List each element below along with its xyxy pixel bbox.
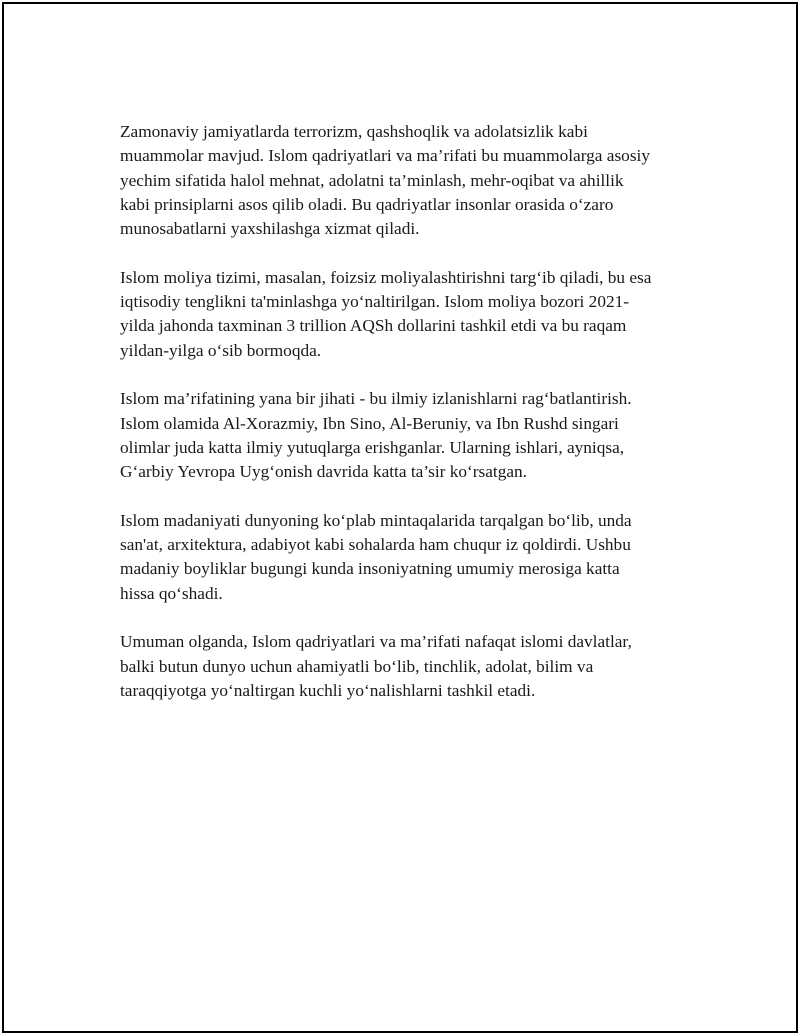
document-page	[2, 2, 798, 1033]
document-body	[120, 120, 695, 727]
paragraph-1: Zamonaviy jamiyatlarda terrorizm, qashshoqlik va adolatsizlik kabi muammolar mavjud. Islom qadriyatlari va ma’rifati bu muammolarga asosiy yechim sifatida halol mehnat, adolatni ta’minlash, mehr-oqibat va ahillik kabi prinsiplarni asos qilib oladi. Bu qadriyatlar insonlar orasida o‘zaro munosabatlarni yaxshilashga xizmat qiladi.	[120, 122, 650, 239]
paragraph-5: Umuman olganda, Islom qadriyatlari va ma’rifati nafaqat islomi davlatlar, balki butun dunyo uchun ahamiyatli bo‘lib, tinchlik, adolat, bilim va taraqqiyotga yo‘naltirgan kuchli yo‘nalishlarni tashkil etadi.	[120, 632, 632, 700]
paragraph-2: Islom moliya tizimi, masalan, foizsiz moliyalashtirishni targ‘ib qiladi, bu esa iqtisodiy tenglikni ta'minlashga yo‘naltirilgan. Islom moliya bozori 2021- yilda jahonda taxminan 3 trillion AQSh dollarini tashkil etdi va bu raqam yildan-yilga o‘sib bormoqda.	[120, 267, 652, 360]
paragraph-4: Islom madaniyati dunyoning ko‘plab mintaqalarida tarqalgan bo‘lib, unda san'at, arxitektura, adabiyot kabi sohalarda ham chuqur iz qoldirdi. Ushbu madaniy boyliklar bugungi kunda insoniyatning umumiy merosiga katta hissa qo‘shadi.	[120, 510, 632, 603]
paragraph-3: Islom ma’rifatining yana bir jihati - bu ilmiy izlanishlarni rag‘batlantirish. Islom olamida Al-Xorazmiy, Ibn Sino, Al-Beruniy, va Ibn Rushd singari olimlar juda katta ilmiy yutuqlarga erishganlar. Ularning ishlari, ayniqsa, G‘arbiy Yevropa Uyg‘onish davrida katta ta’sir ko‘rsatgan.	[120, 389, 632, 482]
